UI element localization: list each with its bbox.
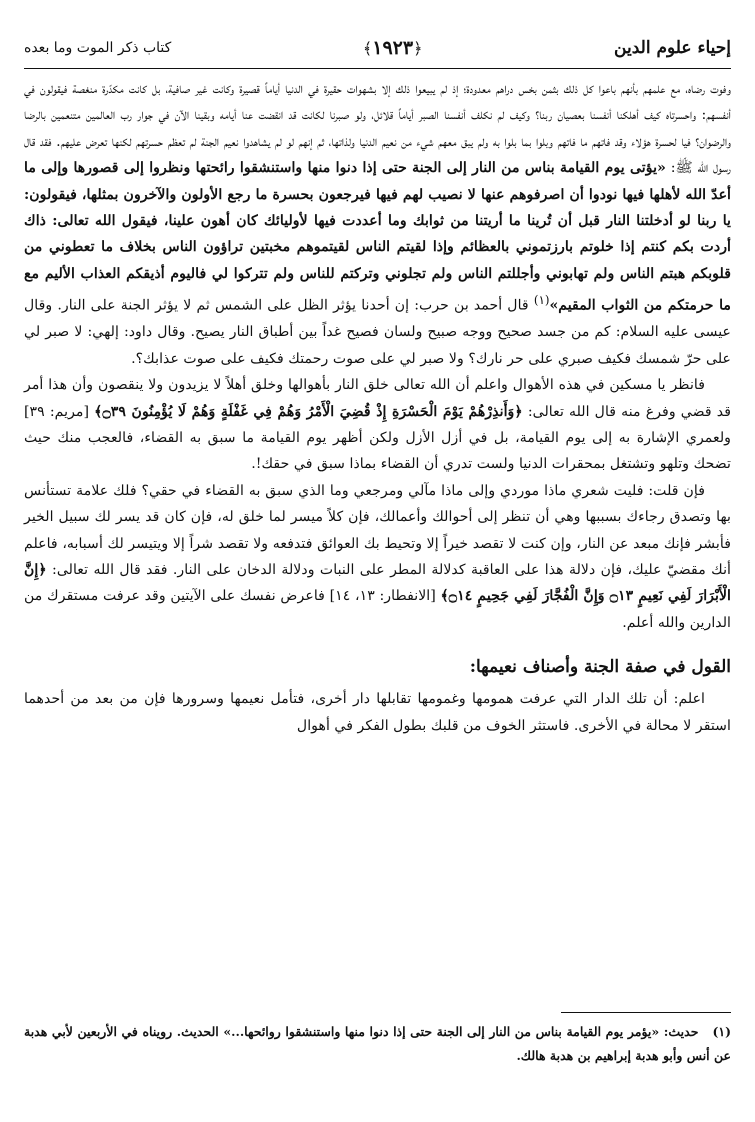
footnote-mark: (١) [712, 1024, 731, 1039]
section-heading: القول في صفة الجنة وأصناف نعيمها: [469, 657, 731, 678]
footnote [24, 1020, 731, 1068]
hadith-quote: «يؤتى يوم القيامة بناس من النار إلى الجنة حتى إذا دنوا منها واستنشقوا رائحتها ونظروا إلى قصورها وإلى ما أعدّ الله لأهلها فيها نودوا أن اصرفوهم عنها لا نصيب لهم فيها فيرجعون بحسرة ما رجع الأولون والآخرون بمثلها، فيقولون: يا ربنا لو أدخلتنا النار قبل أن تُرينا ما أريتنا من ثوابك وما أعددت فيها لأوليائك كان أهون علينا، فيقول الله تعالى: ذاك أردت بكم كنتم إذا خلوتم بارزتموني بالعظائم وإذا لقيتم الناس لقيتموهم مخبتين تراؤون الناس بخلاف ما تعطوني من قلوبكم هبتم الناس ولم تهابوني وأجللتم الناس ولم تجلوني وتركتم للناس ولم تتركوا لي فاليوم أذيقكم العذاب الأليم مع ما حرمتكم من الثواب المقيم» [24, 160, 732, 314]
paragraph-3 [24, 478, 731, 636]
paragraph-1 [24, 76, 731, 372]
paragraph-3-text-b: [الانفطار: ١٣، ١٤] فاعرض نفسك على الآيتين وقد عرفت مستقرك من الدارين والله أعلم. [24, 588, 731, 631]
book-title: إحياء علوم الدين [614, 38, 731, 58]
page-number [363, 37, 423, 59]
running-header [24, 28, 731, 69]
paragraph-2-text-a: فانظر يا مسكين في هذه الأهوال واعلم أن الله تعالى خلق النار بأهوالها وخلق أهلاً لا يزيدون ولا ينقصون وأن هذا أمر قد قضي وفرغ منه قال الله تعالى: [24, 377, 732, 420]
footnote-divider [561, 1012, 731, 1013]
page-number-ornament-right: ﴿ [413, 39, 423, 58]
paragraph-1-text-b: قال أحمد بن حرب: إن أحدنا يؤثر الظل على الشمس ثم لا يؤثر الجنة على النار. وقال عيسى عليه السلام: كم من جسد صحيح ووجه صبيح ولسان فصيح غداً بين أطباق النار يصيح. وقال داود: إلهي: لا صبر لي على حرّ شمسك فكيف صبري على حر نارك؟ ولا صبر لي على صوت رحمتك فكيف على صوت عذابك؟. [24, 297, 731, 367]
page-number-value: ١٩٢٣ [372, 37, 414, 59]
footnote-reference: (١) [533, 293, 550, 308]
main-text [24, 76, 731, 739]
paragraph-2-text-b: [مريم: ٣٩] ولعمري الإشارة به إلى يوم القيامة، بل في أزل الأزل ولكن أظهر يوم القيامة ما سبق به القضاء، فالعجب منك حيث تضحك وتلهو وتشتغل بمحقرات الدنيا ولست تدري أن القضاء بماذا سبق في حقك!. [24, 403, 731, 473]
paragraph-2 [24, 372, 731, 478]
quran-verse-infitar: ﴿إِنَّ الْأَبْرَارَ لَفِي نَعِيمٍ ۝١٣ وَإِنَّ الْفُجَّارَ لَفِي جَحِيمٍ ۝١٤﴾ [24, 562, 731, 605]
page-number-ornament-left: ﴾ [362, 39, 373, 58]
chapter-title: كتاب ذكر الموت وما بعده [24, 40, 172, 56]
paragraph-3-text-a: فإن قلت: فليت شعري ماذا موردي وإلى ماذا مآلي ومرجعي وما الذي سبق به القضاء في حقي؟ فلك علامة تستأنس بها وتصدق رجاءك بسببها وهي أن تنظر إلى أحوالك وأعمالك، فإن كلاً ميسر لما خلق له، فإن كان قد يسر لك سبيل الخير فأبشر فإنك مبعد عن النار، وإن كنت لا تقصد خيراً إلا وتحيط بك العوائق فتدفعه ولا تقصد شراً إلا ويتيسر لك أسبابه، فاعلم أنك مقضيّ عليك، فإن دلالة هذا على العاقبة كدلالة المطر على النبات ودلالة الدخان على النار. فقد قال الله تعالى: [24, 482, 731, 579]
paragraph-1-text-a: وفوت رضاه، مع علمهم بأنهم باعوا كل ذلك بثمن بخس دراهم معدودة؛ إذ لم يبيعوا ذلك إلا بشهوات حقيرة في الدنيا أياماً قصيرة وكانت غير صافية، بل كانت مكدّرة منغصة فيقولون في أنفسهم: واحسرتاه كيف أهلكنا أنفسنا بعصيان ربنا؟ وكيف لم نكلف أنفسنا الصبر أياماً قلائل، ولو صبرنا لكانت قد انقضت عنا أيامه وبقينا الآن في جوار رب العالمين متنعمين بالرضا والرضوان؟ فيا لحسرة هؤلاء وقد فاتهم ما فاتهم وبلوا بما بلوا به ولم يبق معهم شيء من نعيم الدنيا ولذاتها، ثم إنهم لو لم يشاهدوا نعيم الجنة لم تعظم حسرتهم لكنها تعرض عليهم. فقد قال رسول الله ﷺ: [24, 81, 731, 177]
quran-verse-maryam: ﴿وَأَنذِرْهُمْ يَوْمَ الْحَسْرَةِ إِذْ قُضِيَ الْأَمْرُ وَهُمْ فِي غَفْلَةٍ وَهُمْ لَا يُؤْمِنُونَ ۝٣٩﴾ [94, 403, 523, 420]
footnote-text: حديث: «يؤمر يوم القيامة بناس من النار إلى الجنة حتى إذا دنوا منها واستنشقوا روائحها...» الحديث. رويناه في الأربعين لأبي هدبة عن أنس وأبو هدبة إبراهيم بن هدبة هالك. [24, 1024, 731, 1063]
paragraph-4: اعلم: أن تلك الدار التي عرفت همومها وغمومها تقابلها دار أخرى، فتأمل نعيمها وسرورها فإن من بعد من أحدهما استقر لا محالة في الأخرى. فاستثر الخوف من قلبك بطول الفكر في أهوال [24, 691, 731, 734]
